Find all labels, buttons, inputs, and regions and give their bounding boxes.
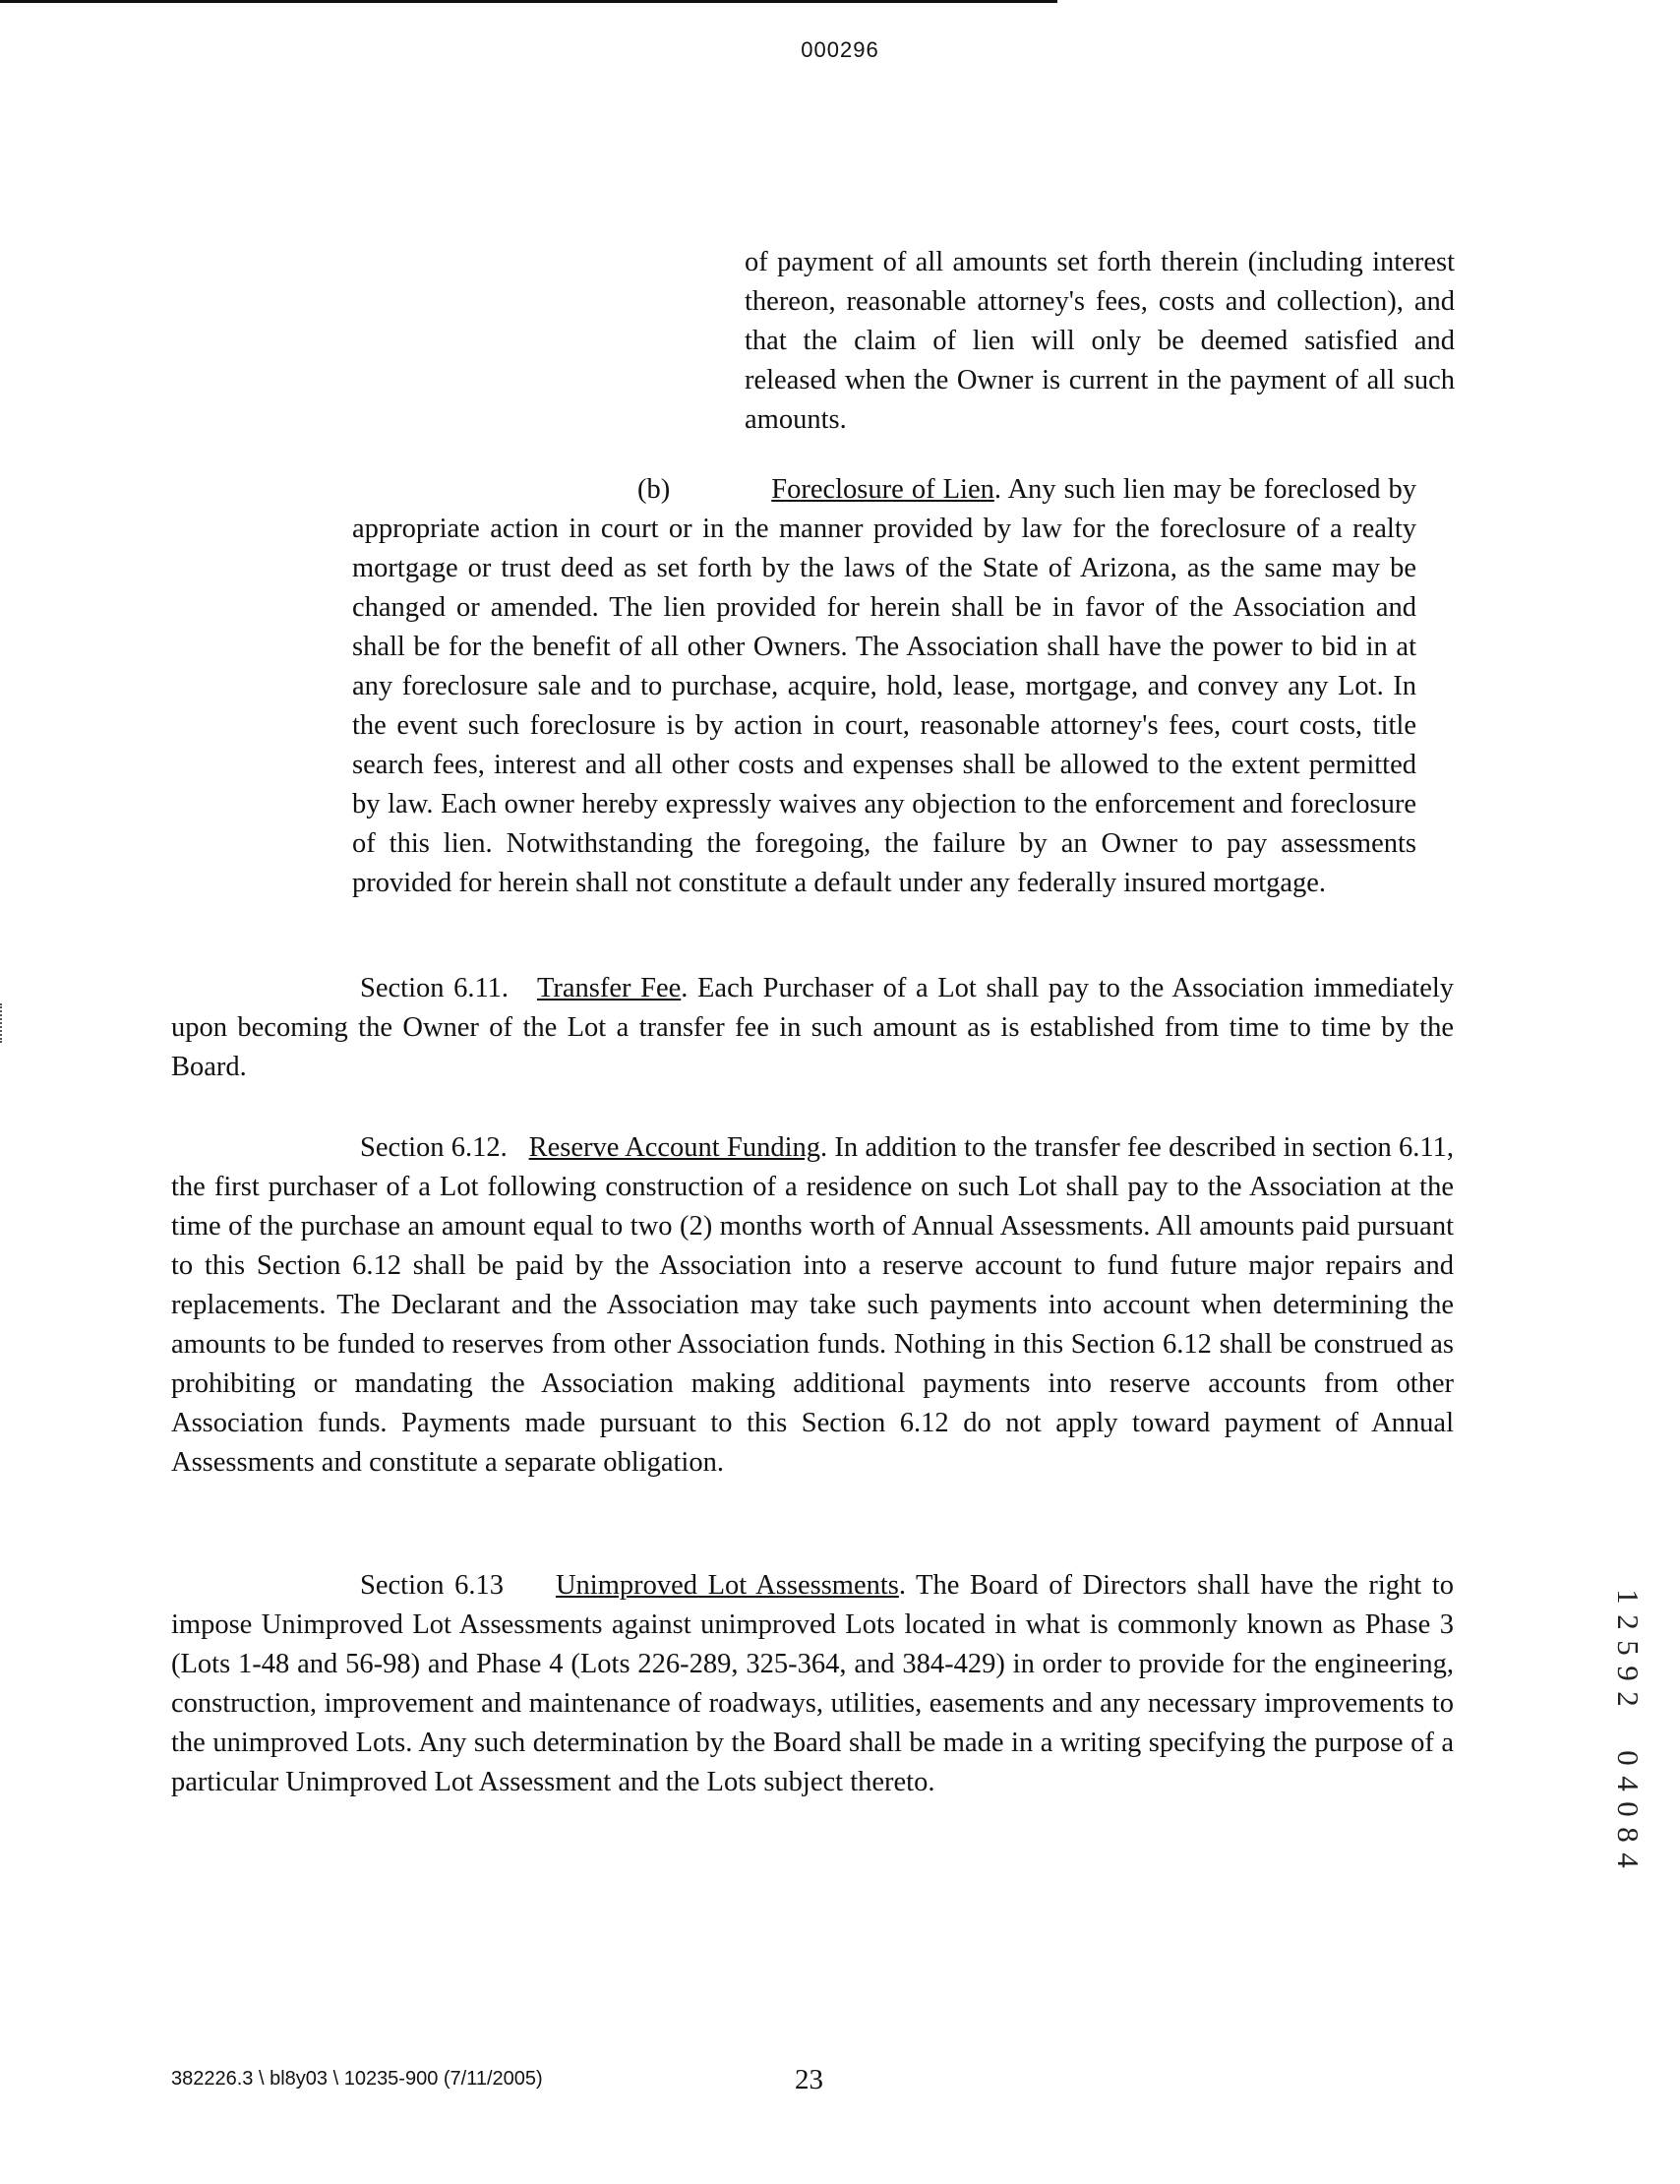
section-6-12-number: Section 6.12. [360,1132,508,1163]
recording-digit: 2 [1611,1691,1646,1707]
section-6-11-number: Section 6.11. [360,973,510,1003]
recording-digit: 0 [1611,1801,1646,1817]
recording-digit: 1 [1611,1589,1646,1605]
top-border-line [0,0,1057,3]
section-6-13-heading: Unimproved Lot Assessments [555,1570,899,1601]
section-6-12-heading: Reserve Account Funding [528,1132,820,1163]
recording-digit: 8 [1611,1827,1646,1843]
section-6-11-heading: Transfer Fee [536,973,682,1003]
paragraph-b-foreclosure [352,470,1416,903]
margin-recording-number [1611,1584,1646,1873]
paragraph-a-continuation [745,243,1455,440]
page-number: 23 [795,2064,823,2095]
section-6-13-body: . The Board of Directors shall have the right to impose Unimproved Lot Assessments against unimproved Lots located in what is commonly known as Phase 3 (Lots 1-48 and 56-98) and Phase 4 (Lots 226-289, 325-364, and 384-429) in order to provide for the engineering, construction, improvement and maintenance of roadways, utilities, easements and any necessary improvements to the unimproved Lots. Any such determination by the Board shall be made in a writing specifying the purpose of a particular Unimproved Lot Assessment and the Lots subject thereto. [171,1570,1454,1797]
recording-digit: 4 [1611,1852,1646,1868]
recording-digit: 0 [1611,1750,1646,1766]
section-6-13-number: Section 6.13 [360,1570,504,1601]
section-6-13-text [171,1566,1454,1802]
section-6-13 [171,1566,1454,1802]
recording-digit: 5 [1611,1640,1646,1656]
paragraph-b-marker: (b) [637,474,671,505]
footer-document-reference: 382226.3 \ bl8y03 \ 10235-900 (7/11/2005) [171,2068,543,2090]
recording-digit: 9 [1611,1666,1646,1681]
section-6-12 [171,1128,1454,1483]
paragraph-b-body: . Any such lien may be foreclosed by appropriate action in court or in the manner provided by law for the foreclosure of a realty mortgage or trust deed as set forth by the laws of the State of Arizona, as the same may be changed or amended. The lien provided for herein shall be in favor of the Association and shall be for the benefit of all other Owners. The Association shall have the power to bid in at any foreclosure sale and to purchase, acquire, hold, lease, mortgage, and convey any Lot. In the event such foreclosure is by action in court, reasonable attorney's fees, court costs, title search fees, interest and all other costs and expenses shall be allowed to the extent permitted by law. Each owner hereby expressly waives any objection to the enforcement and foreclosure of this lien. Notwithstanding the foregoing, the failure by an Owner to pay assessments provided for herein shall not constitute a default under any federally insured mortgage. [352,474,1416,898]
section-6-11 [171,969,1454,1087]
section-6-11-body: . Each Purchaser of a Lot shall pay to the Association immediately upon becoming the Owner of the Lot a transfer fee in such amount as is established from time to time by the Board. [171,973,1455,1082]
section-6-11-text [171,969,1454,1087]
section-6-12-body: . In addition to the transfer fee described in section 6.11, the first purchaser of a Lot following construction of a residence on such Lot shall pay to the Association at the time of the purchase an amount equal to two (2) months worth of Annual Assessments. All amounts paid pursuant to this Section 6.12 shall be paid by the Association into a reserve account to fund future major repairs and replacements. The Declarant and the Association may take such payments into account when determining the amounts to be funded to reserves from other Association funds. Nothing in this Section 6.12 shall be construed as prohibiting or mandating the Association making additional payments into reserve accounts from other Association funds. Payments made pursuant to this Section 6.12 do not apply toward payment of Annual Assessments and constitute a separate obligation. [171,1132,1454,1478]
section-6-12-text [171,1128,1454,1483]
recording-digit: 2 [1611,1614,1646,1630]
paragraph-b-heading: Foreclosure of Lien [771,474,994,505]
paragraph-b-text [352,470,1416,903]
scan-margin-mark [0,1003,6,1043]
paragraph-a-text: of payment of all amounts set forth therein (including interest thereon, reasonable attorney's fees, costs and collection), and that the claim of lien will only be deemed satisfied and released when the Owner is current in the payment of all such amounts. [745,247,1455,435]
recording-digit: 4 [1611,1776,1646,1791]
bates-number: 000296 [801,37,879,62]
